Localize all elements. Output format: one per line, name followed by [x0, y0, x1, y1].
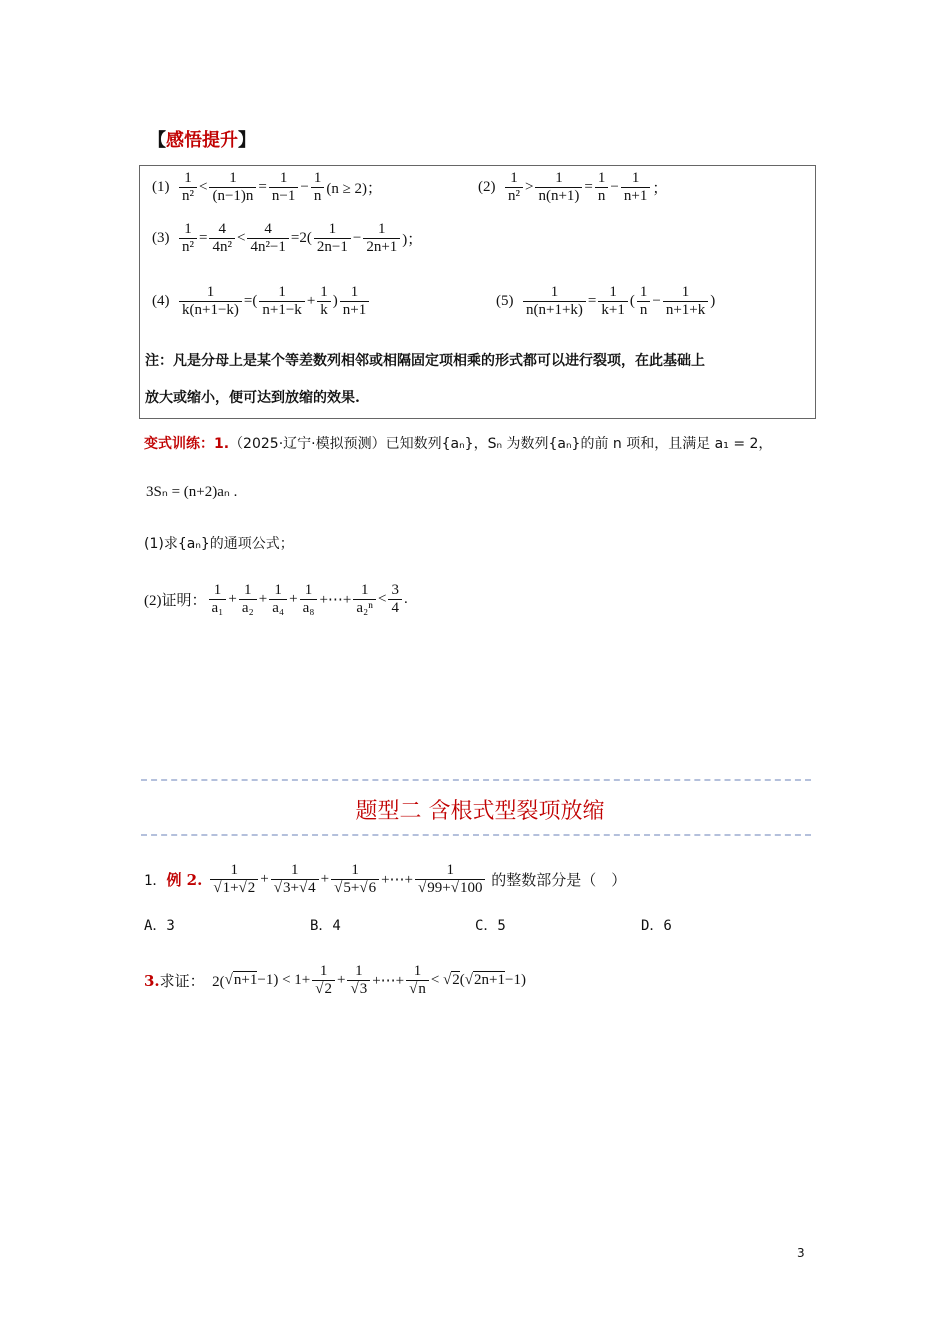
formula-text: 1 [597, 170, 606, 186]
formula-text: 1 [290, 862, 299, 878]
sqrt: √1 [213, 880, 231, 896]
denominator [331, 879, 379, 897]
denominator [505, 187, 523, 205]
numerator [288, 862, 302, 879]
radicand: 6 [368, 880, 377, 896]
numerator [443, 862, 457, 879]
formula-text: 1 [351, 862, 359, 878]
formula-text: n [597, 188, 606, 204]
denominator [523, 301, 586, 319]
fraction [637, 284, 651, 319]
formula-text: （2025·辽宁·模拟预测）已知数列{aₙ}，Sₙ 为数列{aₙ}的前 n 项和，且满足 a₁ = 2， [229, 436, 773, 452]
fraction [621, 170, 650, 205]
formula-text: 1 [555, 170, 563, 186]
formula-text: 1 [206, 284, 215, 300]
bracket-close: 】 [238, 130, 256, 151]
problem-3-formula [160, 963, 526, 998]
denominator [247, 238, 288, 256]
formula-text: 1 [184, 221, 192, 237]
denominator [340, 301, 369, 319]
formula-text: n² [182, 239, 194, 255]
numerator [375, 221, 389, 238]
formula-text: 4 [264, 221, 272, 237]
formula-text: 求证： 2( [159, 974, 225, 990]
fraction [271, 862, 319, 897]
formula-text: a₄ [272, 600, 285, 616]
radicand: 3 [359, 981, 368, 997]
sqrt: √4 [298, 880, 316, 896]
formula-tag: (5) [496, 293, 521, 309]
radicand: 3 [282, 880, 291, 896]
fraction [317, 284, 331, 319]
numerator [241, 582, 255, 599]
divider-bottom [141, 834, 811, 836]
formula-text: 1 [213, 582, 222, 598]
formula-text: +⋯+ [372, 973, 405, 989]
denominator [209, 238, 235, 256]
denominator [353, 599, 376, 617]
formula-text: < [199, 179, 208, 195]
radicand: n+1 [233, 972, 258, 988]
numerator [211, 582, 225, 599]
formula-text: 1 [320, 284, 328, 300]
formula-text: k [320, 302, 328, 318]
formula-text: 1 [360, 582, 369, 598]
formula-text: =( [243, 293, 258, 309]
formula-text: (n−1)n [212, 188, 254, 204]
denominator [209, 187, 256, 205]
sqrt: √100 [450, 880, 483, 896]
formula-text: 1 [304, 582, 313, 598]
fraction [340, 284, 369, 319]
numerator [326, 221, 340, 238]
question-2 [144, 582, 408, 617]
section-heading [148, 126, 256, 152]
formula-text: 4n² [212, 239, 232, 255]
numerator [507, 170, 521, 187]
sqrt: √n+1 [224, 972, 258, 988]
formula-text: − [352, 230, 362, 246]
formula-text: 3Sₙ = (n+2)aₙ . [146, 484, 238, 500]
denominator [269, 599, 287, 617]
question-number: 1． [144, 872, 167, 889]
numerator [226, 170, 240, 187]
numerator [348, 862, 362, 879]
formula-text: k+1 [601, 302, 625, 318]
fraction [269, 582, 287, 617]
radicand: 1 [222, 880, 231, 896]
formula-text: 1 [609, 284, 617, 300]
formula-text: − [652, 293, 661, 309]
formula-4 [152, 284, 371, 319]
numerator [228, 862, 242, 879]
formula-text: < [378, 591, 387, 607]
radicand: 5 [343, 880, 351, 896]
fraction [269, 170, 298, 205]
formula-text: 1 [184, 170, 192, 186]
problem-3 [144, 963, 526, 998]
exercise-intro [144, 433, 772, 453]
formula-text: 1 [413, 963, 422, 979]
formula-tag: (2) [478, 179, 503, 195]
denominator [179, 238, 197, 256]
formula-text: 1 [350, 284, 359, 300]
radicand: 2 [324, 981, 332, 997]
formula-text: = [587, 293, 597, 309]
fraction [210, 862, 258, 897]
denominator [300, 599, 318, 617]
fraction [209, 170, 256, 205]
numerator [181, 170, 195, 187]
formula-text: n² [182, 188, 194, 204]
formula-text: 1 [631, 170, 640, 186]
formula-text: + [442, 880, 451, 896]
formula-text: n+1 [623, 188, 648, 204]
numerator [595, 170, 609, 187]
numerator [204, 284, 218, 301]
numerator [277, 170, 291, 187]
formula-text: 4 [391, 600, 399, 616]
fraction [663, 284, 708, 319]
numerator [271, 582, 285, 599]
formula-text: 1 [550, 284, 559, 300]
formula-text: ) [710, 293, 716, 309]
sqrt: √2 [238, 880, 256, 896]
formula-text: a₁ [211, 600, 224, 616]
fraction [523, 284, 586, 319]
exercise-label: 变式训练：1. [144, 436, 230, 452]
denominator [259, 301, 304, 319]
formula-text: 1 [681, 284, 690, 300]
denominator [637, 301, 651, 319]
formula-text: (1)求{aₙ}的通项公式； [144, 536, 294, 552]
formula-text: a₂ [241, 600, 254, 616]
exercise-intro-text [229, 433, 772, 453]
fraction [314, 221, 351, 256]
example-label: 例 2. [166, 871, 203, 889]
fraction [179, 284, 242, 319]
numerator [181, 221, 195, 238]
numerator [606, 284, 620, 301]
option-b[interactable]: B．4 [310, 918, 341, 934]
formula-text: n(n+1+k) [526, 302, 583, 318]
numerator [388, 582, 402, 599]
denominator [363, 238, 400, 256]
numerator [348, 284, 362, 301]
radicand: 2 [247, 880, 256, 896]
formula-text: (2)证明： [144, 593, 207, 609]
formula-text: . [403, 591, 408, 607]
fraction [179, 170, 197, 205]
formula-text: ) [332, 293, 338, 309]
formula-text: −1) < 1+ [257, 972, 311, 988]
numerator [317, 284, 331, 301]
denominator [621, 187, 650, 205]
example-2 [144, 862, 626, 897]
numerator [548, 284, 562, 301]
question-1 [144, 533, 294, 553]
formula-text: )； [402, 232, 423, 248]
fraction [312, 963, 335, 998]
section-title: 题型二 含根式型裂项放缩 [355, 799, 605, 824]
fraction [239, 582, 257, 617]
formula-text: + [258, 591, 268, 607]
formula-text: n+1−k [262, 302, 302, 318]
fraction [209, 221, 235, 256]
fraction [311, 170, 325, 205]
numerator [317, 963, 331, 980]
fraction [347, 963, 370, 998]
radicand: 2n+1 [474, 972, 505, 988]
formula-text: n(n+1) [538, 188, 580, 204]
formula-text: k(n+1−k) [182, 302, 239, 318]
formula-5 [496, 284, 715, 319]
formula-text: (n ≥ 2)； [326, 181, 383, 197]
formula-tag: (4) [152, 293, 177, 309]
denominator [209, 599, 227, 617]
formula-text: 1 [229, 170, 237, 186]
denominator [535, 187, 582, 205]
denominator [347, 980, 370, 998]
problem-label: 3. [144, 971, 160, 990]
bracket-open: 【 [148, 130, 166, 151]
numerator [215, 221, 229, 238]
numerator [311, 170, 325, 187]
radicand: 2 [452, 972, 460, 988]
heading-label: 感悟提升 [166, 130, 238, 151]
formula-text: n² [508, 188, 520, 204]
example-2-formula [208, 862, 626, 897]
sqrt: √2n+1 [464, 972, 505, 988]
denominator [312, 980, 335, 998]
formula-text: ( [629, 293, 635, 309]
denominator [595, 187, 609, 205]
formula-tag: (1) [152, 179, 177, 195]
formula-text: 1 [446, 862, 454, 878]
sqrt: √3 [273, 880, 291, 896]
formula-text: ( [459, 972, 465, 988]
formula-text: n−1 [271, 188, 296, 204]
sqrt: √3 [350, 981, 368, 997]
formula-text: n+1+k [665, 302, 706, 318]
formula-text: 3 [391, 582, 399, 598]
formula-2 [478, 170, 667, 205]
formula-tag: (3) [152, 230, 177, 246]
fraction [353, 582, 376, 617]
denominator [239, 599, 257, 617]
fraction [300, 582, 318, 617]
fraction [179, 221, 197, 256]
numerator [552, 170, 566, 187]
denominator [179, 187, 197, 205]
formula-text: = [258, 179, 267, 195]
numerator [261, 221, 275, 238]
denominator [663, 301, 708, 319]
formula-text: −1) [505, 972, 526, 988]
fraction [259, 284, 304, 319]
formula-text: − [610, 179, 619, 195]
formula-text: 1 [328, 221, 337, 237]
formula-text: + [320, 871, 330, 887]
sqrt: √n [409, 981, 426, 997]
note-line-1: 注：凡是分母上是某个等差数列相邻或相隔固定项相乘的形式都可以进行裂项，在此基础上 [145, 353, 705, 369]
sqrt: √6 [359, 880, 377, 896]
formula-text: < [430, 972, 444, 988]
sqrt: √99 [418, 880, 443, 896]
fraction [505, 170, 523, 205]
denominator [314, 238, 351, 256]
exercise-condition [146, 482, 237, 501]
denominator [388, 599, 402, 617]
formula-1 [152, 170, 382, 205]
radicand: 99 [427, 880, 443, 896]
formula-text: + [289, 591, 298, 607]
formula-text: = [199, 230, 208, 246]
formula-text: 1 [313, 170, 322, 186]
formula-text: ； [652, 181, 668, 197]
radicand: 100 [459, 880, 483, 896]
formula-text: + [260, 871, 269, 887]
numerator [358, 582, 372, 599]
denominator [179, 301, 242, 319]
formula-text: < [236, 230, 246, 246]
fraction [209, 582, 227, 617]
formula-3 [152, 221, 422, 256]
numerator [302, 582, 316, 599]
formula-text: + [306, 293, 316, 309]
formula-text: 2n−1 [316, 239, 348, 255]
denominator [311, 187, 325, 205]
note-line-2: 放大或缩小，便可达到放缩的效果. [145, 390, 360, 406]
fraction [331, 862, 379, 897]
formula-text: 1 [230, 862, 239, 878]
fraction [598, 284, 627, 319]
page-number: 3 [797, 1246, 805, 1260]
formula-text: 1 [274, 582, 282, 598]
sqrt: √2 [315, 981, 332, 997]
formula-text: =2( [290, 230, 312, 246]
denominator [415, 879, 485, 897]
fraction [415, 862, 485, 897]
fraction [363, 221, 400, 256]
radicand: n [418, 981, 426, 997]
formula-text: 1 [510, 170, 518, 186]
divider-top [141, 779, 811, 781]
denominator [317, 301, 331, 319]
formula-text: n+1 [342, 302, 367, 318]
formula-text: + [230, 880, 239, 896]
formula-text: n [639, 302, 648, 318]
numerator [679, 284, 693, 301]
formula-text: + [228, 591, 237, 607]
denominator [271, 879, 319, 897]
option-a[interactable]: A．3 [144, 918, 175, 934]
formula-text: + [350, 880, 360, 896]
formula-text: a₈ [302, 600, 315, 616]
denominator [598, 301, 627, 319]
option-c[interactable]: C．5 [475, 918, 506, 934]
formula-text: 1 [244, 582, 252, 598]
numerator [637, 284, 651, 301]
fraction [406, 963, 429, 998]
radicand: 4 [308, 880, 316, 896]
formula-text: 1 [319, 963, 328, 979]
formula-text: + [336, 972, 346, 988]
formula-text: 1 [355, 963, 363, 979]
fraction [247, 221, 288, 256]
denominator [210, 879, 258, 897]
formula-text: > [525, 179, 534, 195]
formula-text: = [584, 179, 593, 195]
option-d[interactable]: D．6 [641, 918, 672, 934]
formula-text: + [290, 880, 299, 896]
fraction [595, 170, 609, 205]
denominator [269, 187, 298, 205]
denominator [406, 980, 429, 998]
sqrt: √2 [443, 972, 460, 988]
formula-text: a₂ⁿ [356, 600, 374, 616]
formula-text: +⋯+ [319, 592, 352, 608]
formula-text: n [313, 188, 322, 204]
numerator [352, 963, 366, 980]
formula-text: 1 [378, 221, 386, 237]
fraction [388, 582, 402, 617]
sqrt: √5 [334, 880, 351, 896]
formula-text: 4n²−1 [250, 239, 286, 255]
fraction [535, 170, 582, 205]
formula-text: 1 [279, 170, 288, 186]
formula-text: − [300, 179, 309, 195]
formula-text: 1 [639, 284, 648, 300]
numerator [629, 170, 643, 187]
formula-text: 1 [278, 284, 286, 300]
formula-text: 2n+1 [366, 239, 398, 255]
numerator [411, 963, 425, 980]
numerator [275, 284, 289, 301]
formula-text: +⋯+ [381, 872, 413, 888]
formula-text: 4 [218, 221, 226, 237]
formula-text: 的整数部分是（ ） [487, 873, 627, 889]
